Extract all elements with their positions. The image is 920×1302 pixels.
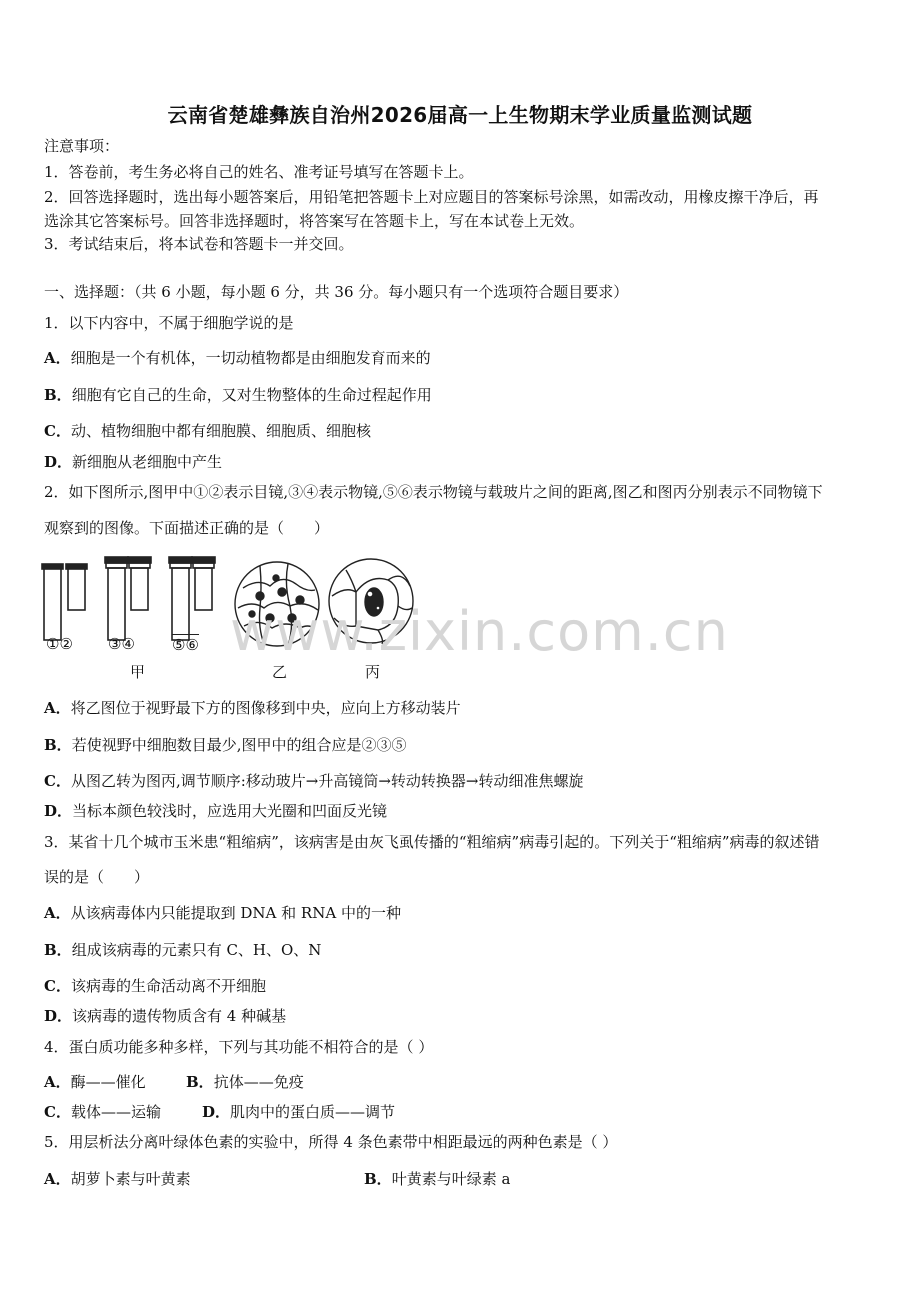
notice-item: 选涂其它答案标号。回答非选择题时，将答案写在答题卡上，写在本试卷上无效。 — [44, 212, 585, 230]
option-d — [44, 801, 387, 821]
question-stem: 4．蛋白质功能多种多样，下列与其功能不相符合的是（ ） — [44, 1038, 434, 1056]
option-letter: D． — [44, 453, 73, 471]
figure-label-yi: 乙 — [272, 663, 288, 681]
option-text: 从图乙转为图丙,调节顺序:移动玻片→升高镜筒→转动转换器→转动细准焦螺旋 — [70, 772, 584, 790]
option-text: 胡萝卜素与叶黄素 — [70, 1170, 191, 1188]
figure-label-eyepieces: ①② — [46, 635, 73, 653]
option-text: 酶——催化 — [70, 1073, 146, 1091]
option-d — [202, 1102, 395, 1122]
option-letter: C． — [44, 977, 71, 995]
section-heading: 一、选择题：（共 6 小题，每小题 6 分，共 36 分。每小题只有一个选项符合题目要求） — [44, 283, 629, 301]
notice-heading: 注意事项： — [44, 137, 120, 155]
question-stem: 误的是（ ） — [44, 868, 150, 886]
question-stem: 3．某省十几个城市玉米患“粗缩病”，该病害是由灰飞虱传播的“粗缩病”病毒引起的。下列关于“粗缩病”病毒的叙述错 — [44, 833, 820, 851]
option-text: 从该病毒体内只能提取到 DNA 和 RNA 中的一种 — [70, 904, 401, 922]
option-b — [44, 940, 321, 960]
option-a — [44, 1169, 191, 1189]
option-a — [44, 903, 401, 923]
option-letter: B． — [44, 386, 72, 404]
question-stem: 观察到的图像。下面描述正确的是（ ） — [44, 519, 330, 537]
figure-label-distances: ⑤⑥ — [172, 636, 199, 654]
option-text: 叶黄素与叶绿素 a — [391, 1170, 511, 1188]
option-a — [44, 1072, 146, 1092]
option-text: 细胞有它自己的生命，又对生物整体的生命过程起作用 — [71, 386, 432, 404]
option-text: 将乙图位于视野最下方的图像移到中央，应向上方移动装片 — [70, 699, 461, 717]
option-d — [44, 1006, 286, 1026]
question-stem: 5．用层析法分离叶绿体色素的实验中，所得 4 条色素带中相距最远的两种色素是（ ） — [44, 1133, 618, 1151]
option-c — [44, 976, 266, 996]
figure-label-bing: 丙 — [365, 663, 381, 681]
option-letter: A． — [44, 699, 71, 717]
option-text: 细胞是一个有机体，一切动植物都是由细胞发育而来的 — [70, 349, 431, 367]
option-letter: B． — [44, 736, 72, 754]
option-letter: A． — [44, 349, 71, 367]
option-letter: A． — [44, 1073, 71, 1091]
option-letter: D． — [202, 1103, 231, 1121]
question-stem: 1．以下内容中，不属于细胞学说的是 — [44, 314, 294, 332]
option-letter: C． — [44, 422, 71, 440]
option-text: 组成该病毒的元素只有 C、H、O、N — [71, 941, 322, 959]
option-letter: B． — [364, 1170, 392, 1188]
option-a — [44, 348, 431, 368]
option-text: 动、植物细胞中都有细胞膜、细胞质、细胞核 — [70, 422, 371, 440]
option-text: 新细胞从老细胞中产生 — [72, 453, 223, 471]
figure-label-jia: 甲 — [130, 663, 146, 681]
option-c — [44, 771, 583, 791]
option-text: 该病毒的遗传物质含有 4 种碱基 — [72, 1007, 287, 1025]
option-b — [44, 385, 432, 405]
option-letter: D． — [44, 1007, 73, 1025]
option-letter: B． — [186, 1073, 214, 1091]
figure-label-objectives: ③④ — [108, 635, 135, 653]
option-letter: D． — [44, 802, 73, 820]
notice-item: 2．回答选择题时，选出每小题答案后，用铅笔把答题卡上对应题目的答案标号涂黑，如需改动，用橡皮擦干净后，再 — [44, 188, 819, 206]
option-letter: C． — [44, 772, 71, 790]
option-text: 当标本颜色较浅时，应选用大光圈和凹面反光镜 — [72, 802, 388, 820]
objective-distance-tubes — [169, 557, 215, 640]
option-letter: B． — [44, 941, 72, 959]
option-d — [44, 452, 222, 472]
notice-item: 3．考试结束后，将本试卷和答题卡一并交回。 — [44, 235, 354, 253]
option-b — [44, 735, 406, 755]
option-b — [364, 1169, 510, 1189]
eyepiece-tubes — [42, 564, 87, 640]
objective-tubes — [105, 557, 151, 640]
watermark: www.zixin.com.cn — [230, 600, 729, 663]
option-c — [44, 1102, 161, 1122]
option-text: 载体——运输 — [70, 1103, 161, 1121]
question-stem: 2．如下图所示,图甲中①②表示目镜,③④表示物镜,⑤⑥表示物镜与载玻片之间的距离,图乙和图丙分别表示不同物镜下 — [44, 483, 823, 501]
option-letter: A． — [44, 904, 71, 922]
option-b — [186, 1072, 304, 1092]
page-title: 云南省楚雄彝族自治州2026届高一上生物期末学业质量监测试题 — [167, 103, 753, 127]
option-text: 肌肉中的蛋白质——调节 — [230, 1103, 396, 1121]
option-text: 抗体——免疫 — [213, 1073, 304, 1091]
option-a — [44, 698, 461, 718]
option-letter: C． — [44, 1103, 71, 1121]
option-letter: A． — [44, 1170, 71, 1188]
notice-item: 1．答卷前，考生务必将自己的姓名、准考证号填写在答题卡上。 — [44, 163, 474, 181]
option-text: 该病毒的生命活动离不开细胞 — [70, 977, 266, 995]
option-c — [44, 421, 371, 441]
option-text: 若使视野中细胞数目最少,图甲中的组合应是②③⑤ — [71, 736, 407, 754]
